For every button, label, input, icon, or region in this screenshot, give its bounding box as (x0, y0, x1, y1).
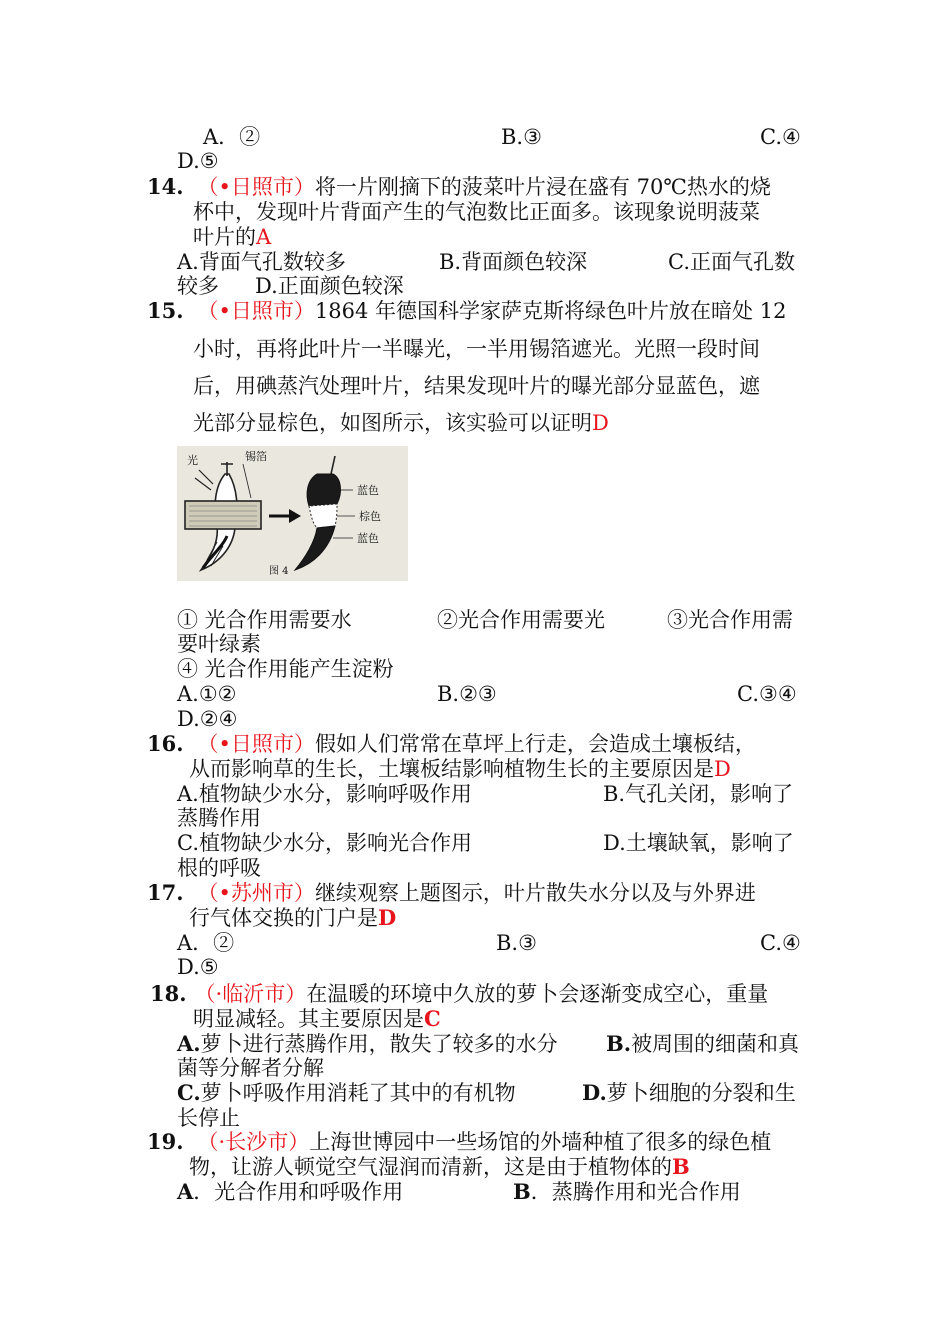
q13-option-c: C.④ (760, 125, 801, 149)
q14-option-c-cont: 较多 (177, 274, 219, 298)
q15-option-a: A.①② (177, 682, 237, 706)
q17-option-b: B.③ (496, 931, 537, 955)
q17-option-d: D.⑤ (177, 955, 219, 979)
question-source: （·长沙市） (197, 1130, 310, 1154)
option-letter: B (513, 1179, 531, 1204)
option-letter: D. (582, 1080, 607, 1105)
q18-option-b-cont: 菌等分解者分解 (177, 1056, 324, 1080)
question-text: 继续观察上题图示，叶片散失水分以及与外界进 (314, 881, 756, 905)
question-number: 19. (147, 1129, 184, 1154)
figure-label-foil: 锡箔 (245, 450, 267, 463)
foil-band-icon (185, 501, 261, 529)
option-text: 萝卜细胞的分裂和生 (606, 1081, 796, 1105)
q17-option-c: C.④ (760, 931, 801, 955)
figure-label-light: 光 (187, 454, 198, 467)
q19-option-a (177, 1180, 403, 1204)
q14-option-c: C.正面气孔数 (668, 250, 795, 274)
q16-option-d: D.土壤缺氧，影响了 (603, 831, 794, 855)
q15-line-4 (193, 411, 609, 435)
q16-option-b: B.气孔关闭，影响了 (603, 782, 794, 806)
question-text: 物，让游人顿觉空气湿润而清新，这是由于植物体的 (189, 1155, 672, 1179)
option-text: ．光合作用和呼吸作用 (193, 1180, 404, 1204)
option-letter: C. (177, 1080, 201, 1105)
q16-option-a: A.植物缺少水分，影响呼吸作用 (177, 782, 472, 806)
question-source: （•日照市） (197, 175, 315, 199)
q13-option-a: A．② (203, 125, 261, 149)
q15-figure (177, 446, 408, 581)
q14-line-2: 杯中，发现叶片背面产生的气泡数比正面多。该现象说明菠菜 (193, 200, 760, 224)
question-source: （•日照市） (197, 299, 315, 323)
question-text: 明显减轻。其主要原因是 (193, 1007, 424, 1031)
figure-label-blue-top: 蓝色 (357, 484, 379, 497)
q19-line-1 (147, 1130, 771, 1154)
q14-option-d: D.正面颜色较深 (255, 274, 404, 298)
q19-line-2 (189, 1155, 690, 1179)
q14-option-b: B.背面颜色较深 (439, 250, 588, 274)
q15-line-3: 后，用碘蒸汽处理叶片，结果发现叶片的曝光部分显蓝色，遮 (193, 374, 760, 398)
q15-statement-4: ④ 光合作用能产生淀粉 (177, 657, 394, 681)
q18-option-a (177, 1032, 558, 1056)
figure-caption: 图 4 (269, 566, 289, 577)
figure-label-brown: 棕色 (359, 510, 381, 523)
q18-line-2 (193, 1007, 441, 1031)
question-number: 18. (150, 981, 187, 1006)
q13-option-b: B.③ (501, 125, 542, 149)
q14-option-a: A.背面气孔数较多 (177, 250, 346, 274)
question-text: 行气体交换的门户是 (189, 906, 378, 930)
q18-line-1 (150, 982, 768, 1006)
question-text: 叶片的 (193, 225, 256, 249)
q16-line-1 (147, 732, 756, 756)
right-leaf-icon (295, 456, 340, 570)
option-text: 萝卜进行蒸腾作用，散失了较多的水分 (200, 1032, 558, 1056)
q19-option-b (513, 1180, 741, 1204)
q17-option-a: A．② (177, 931, 235, 955)
q18-option-c (177, 1081, 516, 1105)
q15-statement-3-cont: 要叶绿素 (177, 632, 261, 656)
option-letter: A. (177, 1031, 201, 1056)
q17-line-1 (147, 881, 756, 905)
q16-option-c: C.植物缺少水分，影响光合作用 (177, 831, 472, 855)
answer: D (592, 411, 609, 435)
q18-option-d (582, 1081, 796, 1105)
answer: C (424, 1006, 441, 1031)
q16-option-b-cont: 蒸腾作用 (177, 806, 261, 830)
q15-option-d: D.②④ (177, 707, 238, 731)
leaf-experiment-illustration (177, 446, 408, 581)
q13-option-d: D.⑤ (177, 149, 219, 173)
question-number: 16. (147, 731, 184, 756)
q16-line-2 (189, 757, 731, 781)
question-number: 15. (147, 298, 184, 323)
option-letter: B. (606, 1031, 632, 1056)
q15-statement-1: ① 光合作用需要水 (177, 608, 352, 632)
option-text: 被周围的细菌和真 (631, 1032, 800, 1056)
answer: D (378, 905, 397, 930)
q18-option-b (606, 1032, 799, 1056)
option-text: ．蒸腾作用和光合作用 (530, 1180, 741, 1204)
option-text: 萝卜呼吸作用消耗了其中的有机物 (200, 1081, 516, 1105)
q15-statement-2: ②光合作用需要光 (437, 608, 605, 632)
question-text: 上海世博园中一些场馆的外墙种植了很多的绿色植 (309, 1130, 772, 1154)
question-number: 17. (147, 880, 184, 905)
q15-option-b: B.②③ (437, 682, 497, 706)
arrow-right-icon (269, 509, 301, 523)
q18-option-d-cont: 长停止 (177, 1106, 240, 1130)
question-text: 将一片刚摘下的菠菜叶片浸在盛有 70℃热水的烧 (314, 175, 771, 199)
q14-line-1 (147, 175, 771, 199)
question-source: （·临沂市） (194, 982, 307, 1006)
q15-line-2: 小时，再将此叶片一半曝光，一半用锡箔遮光。光照一段时间 (193, 337, 760, 361)
q15-option-c: C.③④ (737, 682, 797, 706)
answer: A (256, 225, 272, 249)
question-text: 光部分显棕色，如图所示，该实验可以证明 (193, 411, 592, 435)
question-text: 从而影响草的生长，土壤板结影响植物生长的主要原因是 (189, 757, 714, 781)
light-rays-icon (195, 470, 213, 490)
question-text: 在温暖的环境中久放的萝卜会逐渐变成空心，重量 (306, 982, 769, 1006)
question-number: 14. (147, 174, 184, 199)
question-text: 假如人们常常在草坪上行走，会造成土壤板结， (314, 732, 756, 756)
answer: D (714, 757, 731, 781)
question-source: （•苏州市） (197, 881, 315, 905)
q16-option-d-cont: 根的呼吸 (177, 856, 261, 880)
q17-line-2 (189, 906, 396, 930)
q15-statement-3: ③光合作用需 (667, 608, 793, 632)
q15-line-1 (147, 299, 786, 323)
answer: B (672, 1154, 690, 1179)
question-source: （•日照市） (197, 732, 315, 756)
q14-line-3 (193, 225, 271, 249)
question-text: 1864 年德国科学家萨克斯将绿色叶片放在暗处 12 (314, 299, 787, 323)
option-letter: A (177, 1179, 194, 1204)
figure-label-blue-bottom: 蓝色 (357, 532, 379, 545)
